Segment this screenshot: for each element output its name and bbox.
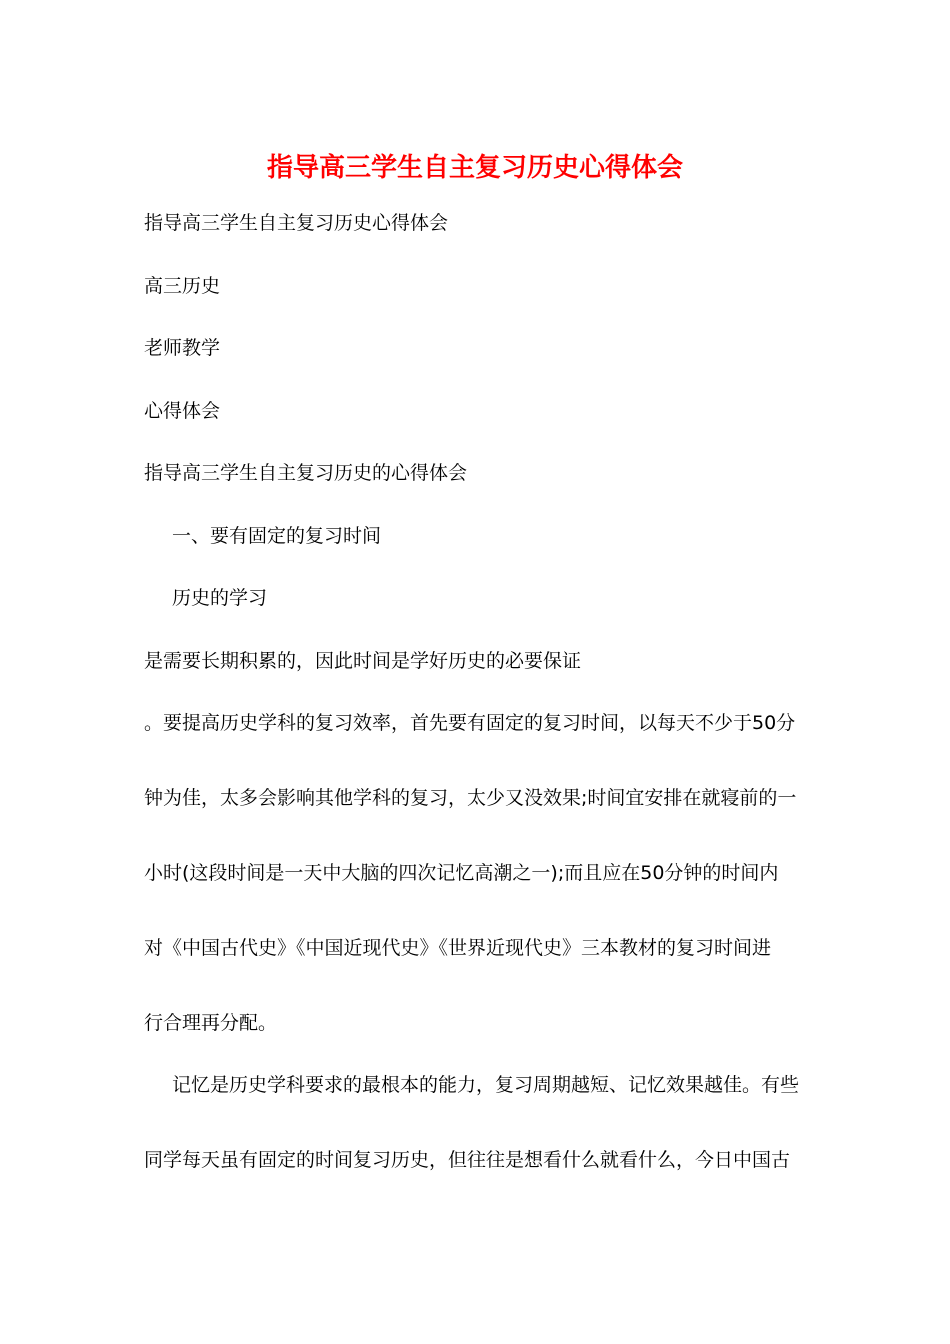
text-line-type: 心得体会 xyxy=(144,400,221,422)
text-line-subtitle: 指导高三学生自主复习历史心得体会 xyxy=(144,212,449,234)
text-line-heading: 指导高三学生自主复习历史的心得体会 xyxy=(144,462,468,484)
paragraph-line: 。要提高历史学科的复习效率，首先要有固定的复习时间，以每天不少于50分 xyxy=(144,712,796,734)
paragraph-line: 同学每天虽有固定的时间复习历史，但往往是想看什么就看什么，今日中国古 xyxy=(144,1149,791,1171)
section-heading: 一、要有固定的复习时间 xyxy=(172,525,382,547)
paragraph-line: 行合理再分配。 xyxy=(144,1012,278,1034)
paragraph-line: 对《中国古代史》《中国近现代史》《世界近现代史》三本教材的复习时间进 xyxy=(144,937,772,959)
paragraph-line: 历史的学习 xyxy=(172,587,268,609)
paragraph-line: 钟为佳，太多会影响其他学科的复习，太少又没效果;时间宜安排在就寝前的一 xyxy=(144,787,797,809)
paragraph-line: 是需要长期积累的，因此时间是学好历史的必要保证 xyxy=(144,650,582,672)
text-line-grade: 高三历史 xyxy=(144,275,221,297)
document-title: 指导高三学生自主复习历史心得体会 xyxy=(266,153,683,183)
paragraph-line: 记忆是历史学科要求的最根本的能力，复习周期越短、记忆效果越佳。有些 xyxy=(172,1074,800,1096)
paragraph-line: 小时(这段时间是一天中大脑的四次记忆高潮之一);而且应在50分钟的时间内 xyxy=(144,862,779,884)
text-line-category: 老师教学 xyxy=(144,337,221,359)
